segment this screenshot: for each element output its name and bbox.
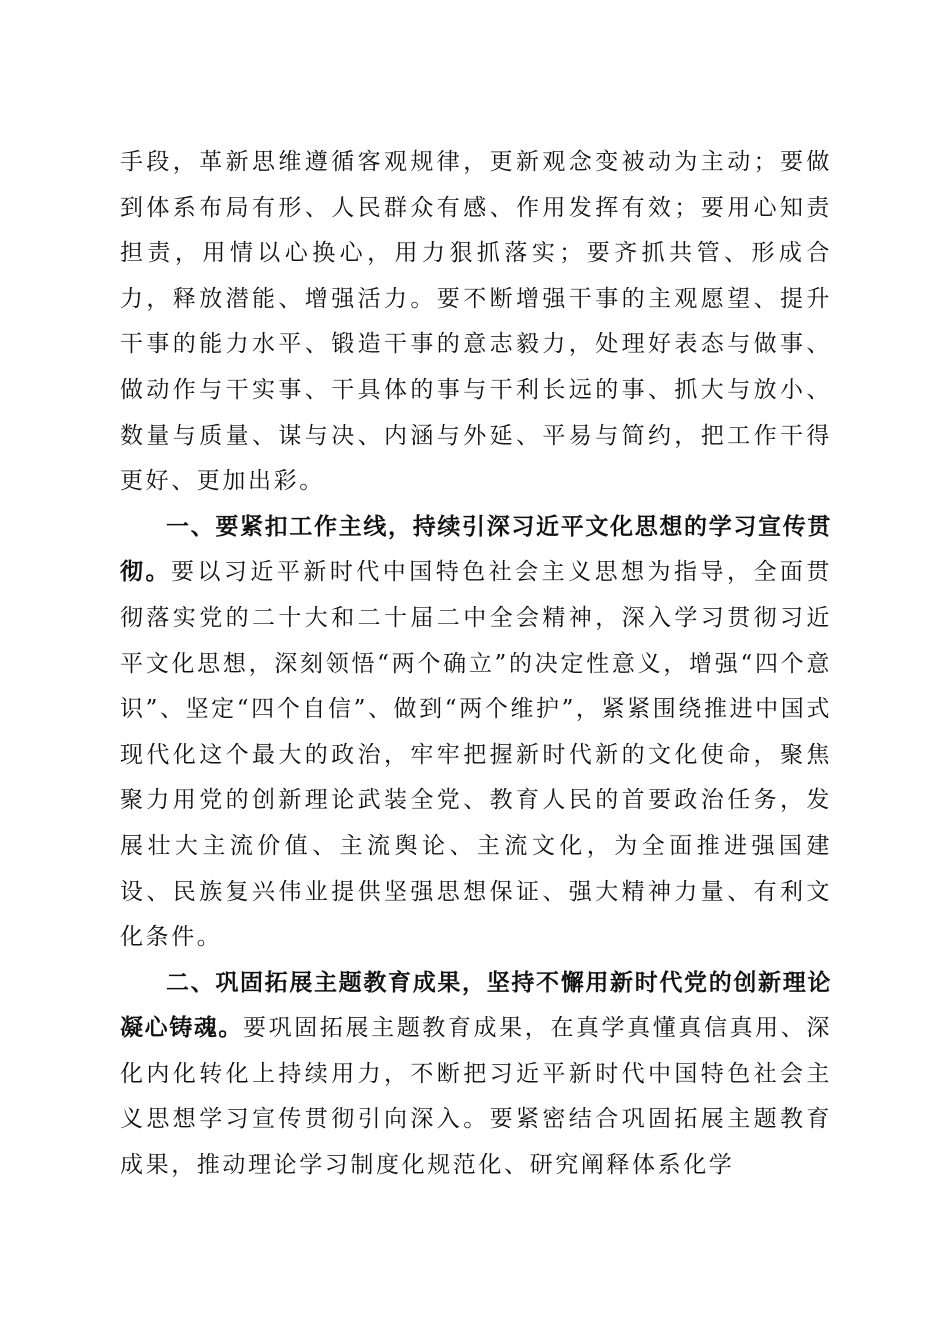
section-two-paragraph [120, 961, 832, 1189]
paragraph-body: 手段，革新思维遵循客观规律，更新观念变被动为主动；要做到体系布局有形、人民群众有感、作用发挥有效；要用心知责担责，用情以心换心，用力狠抓落实；要齐抓共管、形成合力，释放潜能、增强活力。要不断增强干事的主观愿望、提升干事的能力水平、锻造干事的意志毅力，处理好表态与做事、做动作与干实事、干具体的事与干利长远的事、抓大与放小、数量与质量、谋与决、内涵与外延、平易与简约，把工作干得更好、更加出彩。 [120, 149, 832, 495]
section-one-heading: 一、要紧扣工作主线，持续引深习近平文化思想的学习宣传贯彻。 [120, 513, 832, 586]
section-one-paragraph [120, 505, 832, 961]
section-two-body: 要巩固拓展主题教育成果，在真学真懂真信真用、深化内化转化上持续用力，不断把习近平新时代中国特色社会主义思想学习宣传贯彻引向深入。要紧密结合巩固拓展主题教育成果，推动理论学习制度化规范化、研究阐释体系化学 [120, 1015, 832, 1179]
section-two-heading: 二、巩固拓展主题教育成果，坚持不懈用新时代党的创新理论凝心铸魂。 [120, 969, 832, 1042]
paragraph-continuation [120, 140, 832, 505]
section-one-body: 要以习近平新时代中国特色社会主义思想为指导，全面贯彻落实党的二十大和二十届二中全会精神，深入学习贯彻习近平文化思想，深刻领悟“两个确立”的决定性意义，增强“四个意识”、坚定“四个自信”、做到“两个维护”，紧紧围绕推进中国式现代化这个最大的政治，牢牢把握新时代新的文化使命，聚焦聚力用党的创新理论武装全党、教育人民的首要政治任务，发展壮大主流价值、主流舆论、主流文化，为全面推进强国建设、民族复兴伟业提供坚强思想保证、强大精神力量、有利文化条件。 [120, 559, 833, 951]
document-page [120, 140, 832, 1189]
